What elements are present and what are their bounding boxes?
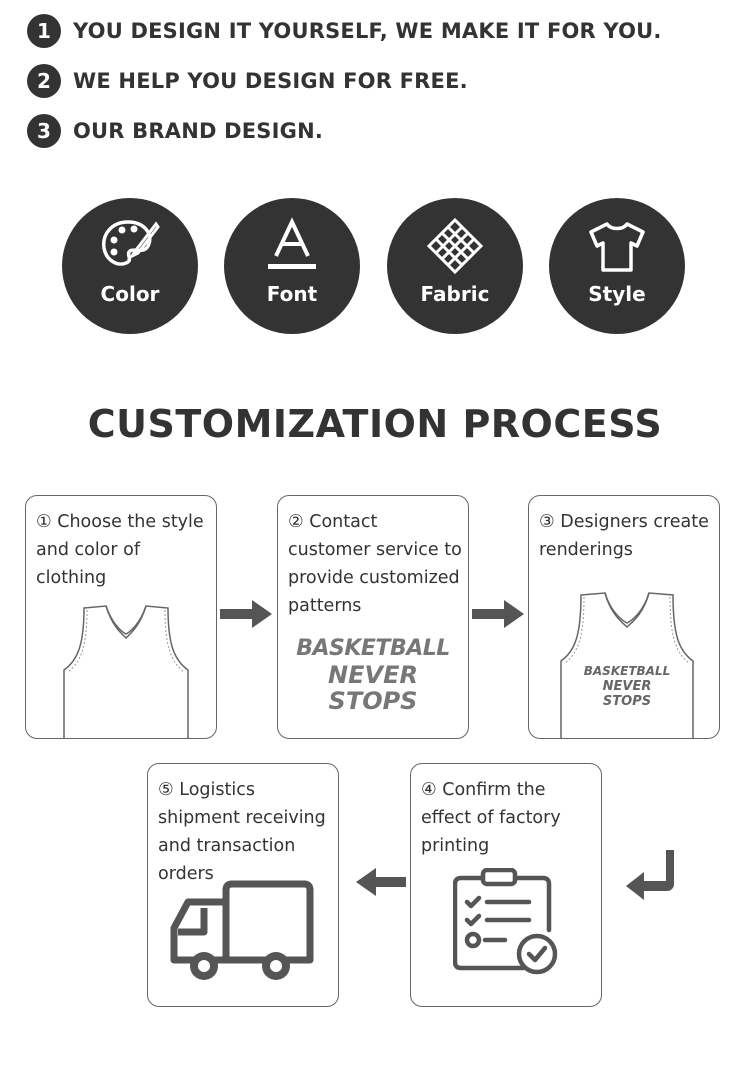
feature-color — [62, 198, 198, 334]
step-text: ② Contact customer service to provide customized patterns — [288, 512, 462, 616]
option-number: 2 — [27, 64, 61, 98]
feature-style — [549, 198, 685, 334]
option-3 — [27, 114, 662, 148]
feature-font — [224, 198, 360, 334]
checklist-icon — [453, 868, 563, 978]
step-text: ③ Designers create renderings — [539, 512, 709, 560]
logo-line: NEVER — [602, 679, 652, 694]
tshirt-icon — [587, 216, 647, 276]
arrow-right-icon — [220, 600, 272, 628]
process-step-5 — [147, 763, 339, 1007]
fabric-icon — [425, 216, 485, 276]
option-number: 1 — [27, 14, 61, 48]
process-step-2 — [277, 495, 469, 739]
arrow-left-icon — [356, 868, 406, 896]
feature-label: Fabric — [420, 282, 490, 306]
process-step-1 — [25, 495, 217, 739]
arrow-right-icon — [472, 600, 524, 628]
feature-label: Font — [266, 282, 318, 306]
truck-icon — [170, 878, 314, 986]
feature-fabric — [387, 198, 523, 334]
feature-label: Color — [100, 282, 160, 306]
logo-line: STOPS — [328, 687, 418, 715]
jersey-icon — [56, 604, 196, 739]
option-1 — [27, 14, 662, 48]
process-step-4 — [410, 763, 602, 1007]
option-text: WE HELP YOU DESIGN FOR FREE. — [73, 69, 468, 93]
logo-line: STOPS — [602, 694, 652, 709]
option-number: 3 — [27, 114, 61, 148]
option-text: OUR BRAND DESIGN. — [73, 119, 324, 143]
pattern-logo-icon — [288, 636, 458, 714]
logo-line: BASKETBALL — [296, 636, 450, 661]
font-icon — [262, 216, 322, 276]
step-text: ④ Confirm the effect of factory printing — [421, 780, 561, 856]
rendered-logo — [569, 664, 685, 709]
return-arrow-icon — [626, 848, 678, 900]
section-title: CUSTOMIZATION PROCESS — [87, 402, 663, 446]
feature-label: Style — [588, 282, 646, 306]
option-text: YOU DESIGN IT YOURSELF, WE MAKE IT FOR YOU. — [73, 19, 662, 43]
step-text: ⑤ Logistics shipment receiving and transaction orders — [158, 780, 326, 884]
process-step-3 — [528, 495, 720, 739]
logo-line: NEVER — [328, 661, 418, 689]
option-2 — [27, 64, 662, 98]
step-text: ① Choose the style and color of clothing — [36, 512, 204, 588]
logo-line: BASKETBALL — [583, 664, 671, 678]
palette-icon — [100, 216, 160, 276]
design-options — [27, 14, 662, 164]
